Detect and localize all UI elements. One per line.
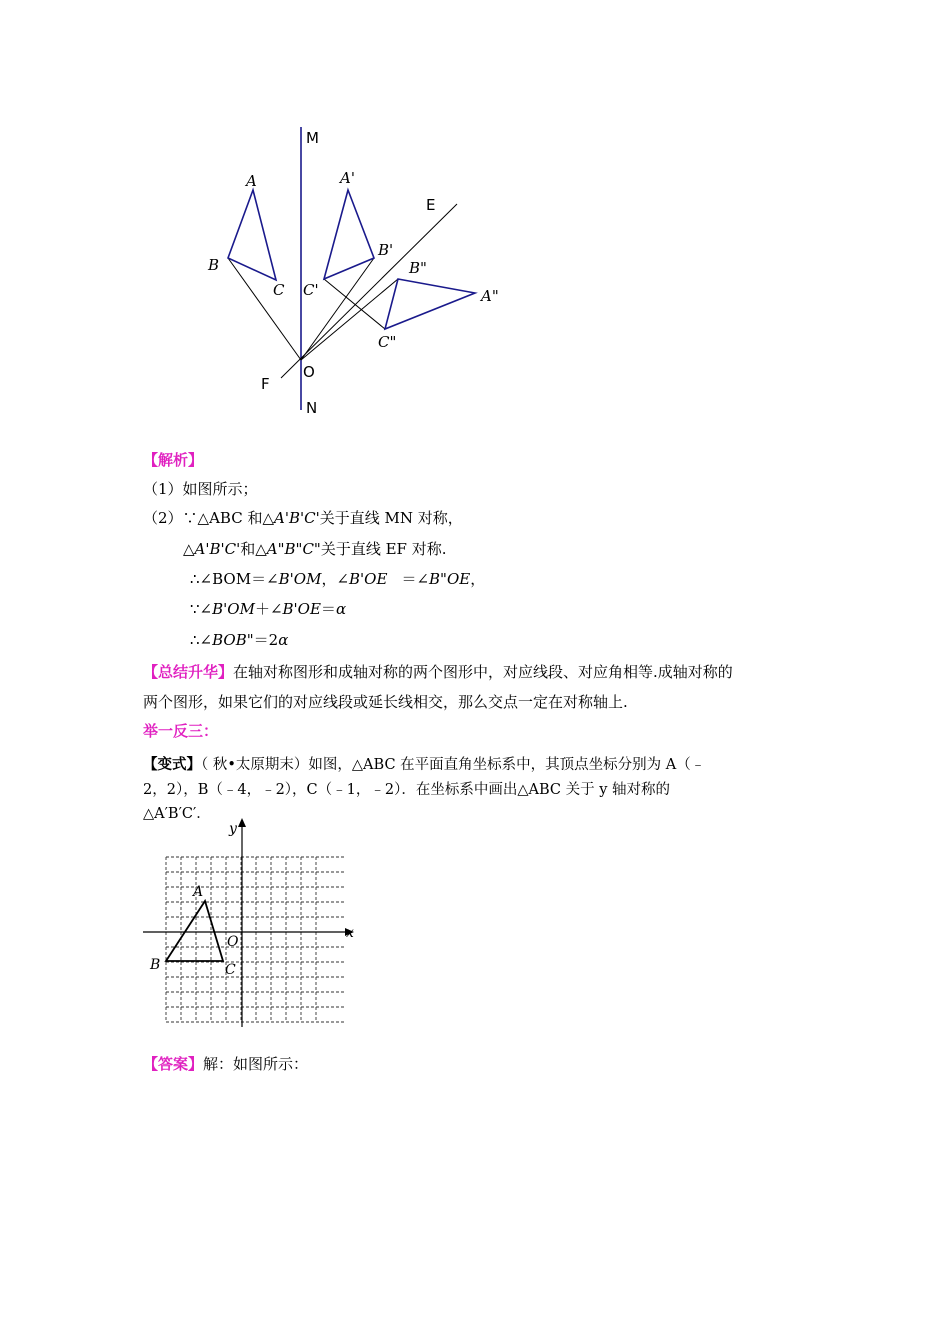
analysis-line-5-part-f: α (335, 600, 347, 618)
analysis-line-2-part-b: A'B'C' (274, 509, 320, 527)
analysis-line-6-part-d: α (278, 631, 289, 649)
coordinate-grid-figure (140, 815, 365, 1030)
analysis-line-4-part-e: ＝∠ (401, 570, 430, 588)
analysis-line-1: （1）如图所示； (143, 480, 258, 498)
variant-line-3: △A′B′C′． (143, 806, 211, 822)
answer-line (143, 1054, 308, 1074)
section-title (143, 721, 218, 741)
analysis-line-6-part-b: BOB" (212, 631, 254, 649)
analysis-line-6 (190, 630, 288, 650)
analysis-line-2-part-c: 关于直线 MN 对称， (319, 509, 463, 527)
label-b-grid: B (150, 957, 161, 973)
reflection-figure (200, 115, 530, 430)
analysis-line-4-part-f: B"OE (429, 570, 471, 588)
analysis-line-4-part-c: ，∠ (321, 570, 350, 588)
label-o2: O (227, 934, 239, 950)
label-c-grid: C (225, 962, 236, 978)
variant-line-1 (143, 755, 705, 775)
label-c2: C" (378, 333, 397, 351)
triangle-abc-grid (166, 901, 223, 961)
analysis-line-4 (190, 569, 485, 589)
label-c1: C' (303, 281, 319, 299)
analysis-tag: 【解析】 (143, 451, 204, 469)
summary-line-2: 两个图形，如果它们的对应线段或延长线相交，那么交点一定在对称轴上. (143, 693, 628, 711)
variant-text-1: （ 秋•太原期末）如图，△ABC 在平面直角坐标系中，其顶点坐标分别为 A（﹣ (201, 757, 706, 773)
analysis-line-3-part-c: 和△ (240, 540, 267, 558)
grid-lines (166, 857, 346, 1022)
analysis-line-4-part-d: B'OE (349, 570, 388, 588)
analysis-line-3-part-e: 关于直线 EF 对称. (320, 540, 447, 558)
section-title-text: 举一反三： (143, 722, 219, 740)
label-f: F (261, 375, 270, 393)
analysis-line-6-part-c: ＝2 (253, 631, 279, 649)
analysis-line-4-part-a: ∴∠BOM＝∠ (190, 570, 279, 588)
label-x: x (346, 925, 354, 941)
analysis-line-3 (183, 539, 447, 559)
analysis-line-6-part-a: ∴∠ (190, 631, 213, 649)
variant-line-2: 2，2），B（﹣4，﹣2），C（﹣1，﹣2）．在坐标系中画出△ABC 关于 y 轴对称的 (143, 782, 671, 798)
label-e: E (426, 196, 436, 214)
analysis-line-5 (190, 599, 346, 619)
summary-text-1: 在轴对称图形和成轴对称的两个图形中，对应线段、对应角相等.成轴对称的 (233, 663, 733, 681)
analysis-line-5-part-c: ＋∠ (254, 600, 283, 618)
analysis-line-3-part-a: △ (183, 540, 195, 558)
answer-tag: 【答案】 (143, 1055, 204, 1073)
analysis-line-2 (143, 508, 463, 528)
label-a2: A" (481, 287, 499, 305)
analysis-line-5-part-e: ＝ (320, 600, 336, 618)
label-o: O (303, 363, 315, 381)
analysis-line-4-part-g: ， (470, 570, 486, 588)
analysis-heading (143, 450, 203, 470)
label-a-grid: A (193, 884, 204, 900)
label-a: A (246, 172, 257, 190)
label-b: B (208, 256, 220, 274)
label-n: N (306, 399, 318, 417)
label-a1: A' (340, 169, 355, 187)
analysis-line-2-part-a: （2）∵△ABC 和△ (143, 509, 274, 527)
analysis-line-5-part-d: B'OE (282, 600, 321, 618)
summary-line-1 (143, 662, 733, 682)
label-b1: B' (378, 241, 394, 259)
variant-tag: 【变式】 (143, 756, 201, 773)
summary-tag: 【总结升华】 (143, 663, 234, 681)
analysis-line-5-part-b: B'OM (212, 600, 255, 618)
y-axis-arrow (238, 818, 246, 827)
analysis-line-3-part-b: A'B'C' (194, 540, 241, 558)
label-b2: B" (409, 259, 427, 277)
answer-text: 解：如图所示： (203, 1055, 309, 1073)
analysis-line-3-part-d: A"B"C" (266, 540, 321, 558)
label-y: y (229, 821, 237, 837)
analysis-line-4-part-b: B'OM (278, 570, 322, 588)
analysis-line-5-part-a: ∵∠ (190, 600, 213, 618)
label-m: M (306, 129, 319, 147)
label-c: C (273, 281, 285, 299)
